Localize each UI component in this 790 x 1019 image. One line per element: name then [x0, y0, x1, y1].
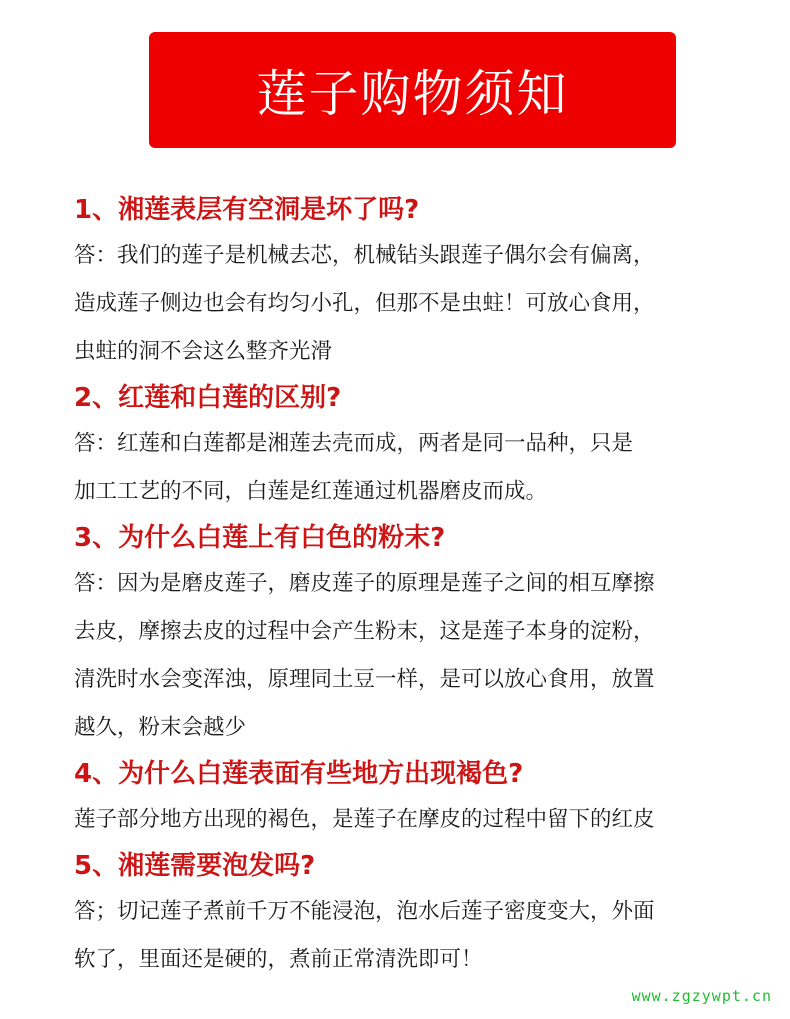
answer-line: 加工工艺的不同，白莲是红莲通过机器磨皮而成。: [74, 479, 548, 504]
answer-line: 造成莲子侧边也会有均匀小孔，但那不是虫蛀！可放心食用，: [74, 291, 655, 316]
answer-line: 越久，粉末会越少: [74, 715, 247, 740]
faq-answer-1: [74, 232, 734, 376]
answer-line: 答：我们的莲子是机械去芯，机械钻头跟莲子偶尔会有偏离，: [74, 243, 655, 268]
answer-line: 虫蛀的洞不会这么整齐光滑: [74, 339, 333, 364]
faq-answer-5: [74, 888, 734, 984]
title-banner: [149, 32, 676, 148]
answer-line: 答：红莲和白莲都是湘莲去壳而成，两者是同一品种，只是: [74, 431, 634, 456]
answer-line: 莲子部分地方出现的褐色，是莲子在摩皮的过程中留下的红皮: [74, 807, 655, 832]
faq-answer-2: [74, 420, 734, 516]
faq-answer-4: [74, 796, 734, 844]
watermark: www.zgzywpt.cn: [631, 987, 772, 1005]
faq-question-4: 4、为什么白莲表面有些地方出现褐色?: [74, 759, 524, 789]
answer-line: 去皮，摩擦去皮的过程中会产生粉末，这是莲子本身的淀粉，: [74, 619, 655, 644]
faq-question-1: 1、湘莲表层有空洞是坏了吗?: [74, 195, 420, 225]
answer-line: 答；切记莲子煮前千万不能浸泡，泡水后莲子密度变大，外面: [74, 899, 655, 924]
faq-question-5: 5、湘莲需要泡发吗?: [74, 851, 316, 881]
answer-line: 清洗时水会变浑浊，原理同土豆一样，是可以放心食用，放置: [74, 667, 655, 692]
page-title: 莲子购物须知: [256, 65, 569, 123]
faq-question-2: 2、红莲和白莲的区别?: [74, 383, 342, 413]
faq-list: [74, 188, 734, 984]
faq-question-3: 3、为什么白莲上有白色的粉末?: [74, 523, 446, 553]
faq-answer-3: [74, 560, 734, 752]
answer-line: 软了，里面还是硬的，煮前正常清洗即可！: [74, 947, 483, 972]
answer-line: 答：因为是磨皮莲子，磨皮莲子的原理是莲子之间的相互摩擦: [74, 571, 655, 596]
